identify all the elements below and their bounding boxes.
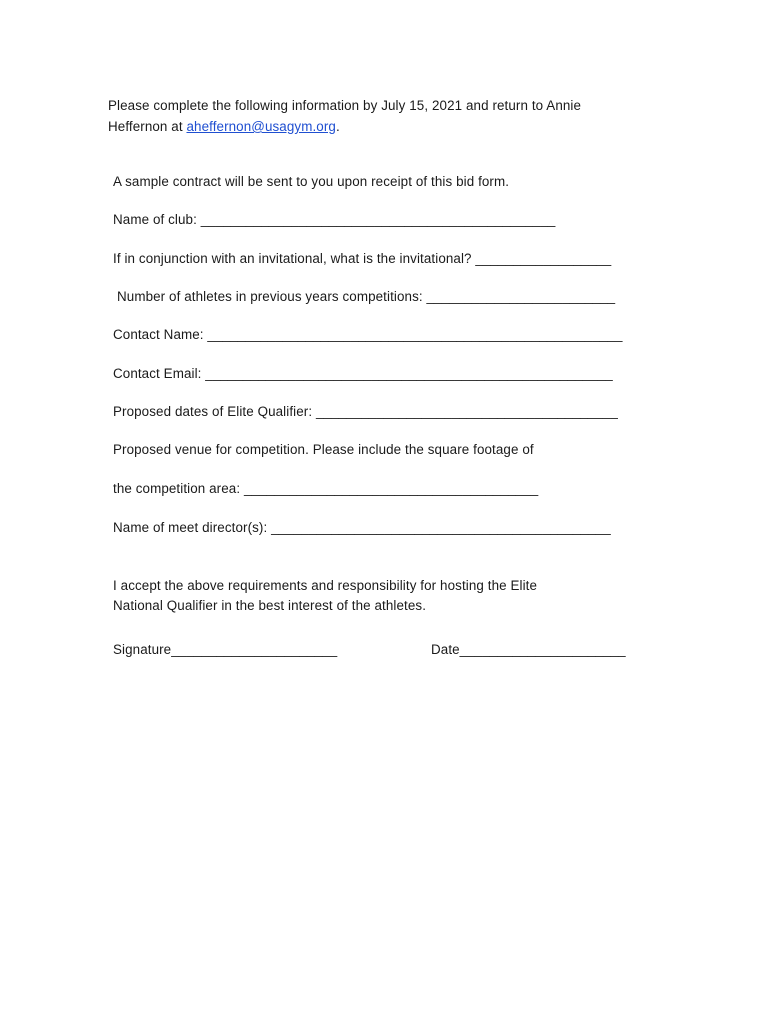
contact-email-field[interactable]: Contact Email: ______________________________________________________	[113, 366, 613, 381]
contact-name-field[interactable]: Contact Name: _______________________________________________________	[113, 327, 623, 342]
meet-director-field[interactable]: Name of meet director(s): _____________________________________________	[113, 520, 611, 535]
proposed-dates-field[interactable]: Proposed dates of Elite Qualifier: ________________________________________	[113, 404, 618, 419]
proposed-venue-label: Proposed venue for competition. Please include the square footage of	[113, 442, 534, 457]
signature-field[interactable]: Signature______________________	[113, 642, 338, 657]
intro-line-2	[108, 117, 340, 137]
intro-line-2-prefix: Heffernon at	[108, 119, 187, 134]
acceptance-line-1: I accept the above requirements and responsibility for hosting the Elite	[113, 578, 538, 593]
competition-area-field[interactable]: the competition area: _______________________________________	[113, 481, 539, 496]
date-field[interactable]: Date______________________	[431, 642, 626, 657]
invitational-field[interactable]: If in conjunction with an invitational, what is the invitational? __________________	[113, 251, 612, 266]
acceptance-line-2: National Qualifier in the best interest of the athletes.	[113, 598, 427, 613]
sample-contract-note: A sample contract will be sent to you upon receipt of this bid form.	[113, 174, 510, 189]
intro-line-2-suffix: .	[335, 119, 340, 134]
intro-line-1: Please complete the following information by July 15, 2021 and return to Annie	[108, 98, 582, 113]
email-link[interactable]: aheffernon@usagym.org	[186, 119, 336, 134]
club-name-field[interactable]: Name of club: _______________________________________________	[113, 212, 556, 227]
athletes-count-field[interactable]: Number of athletes in previous years competitions: _________________________	[117, 289, 616, 304]
